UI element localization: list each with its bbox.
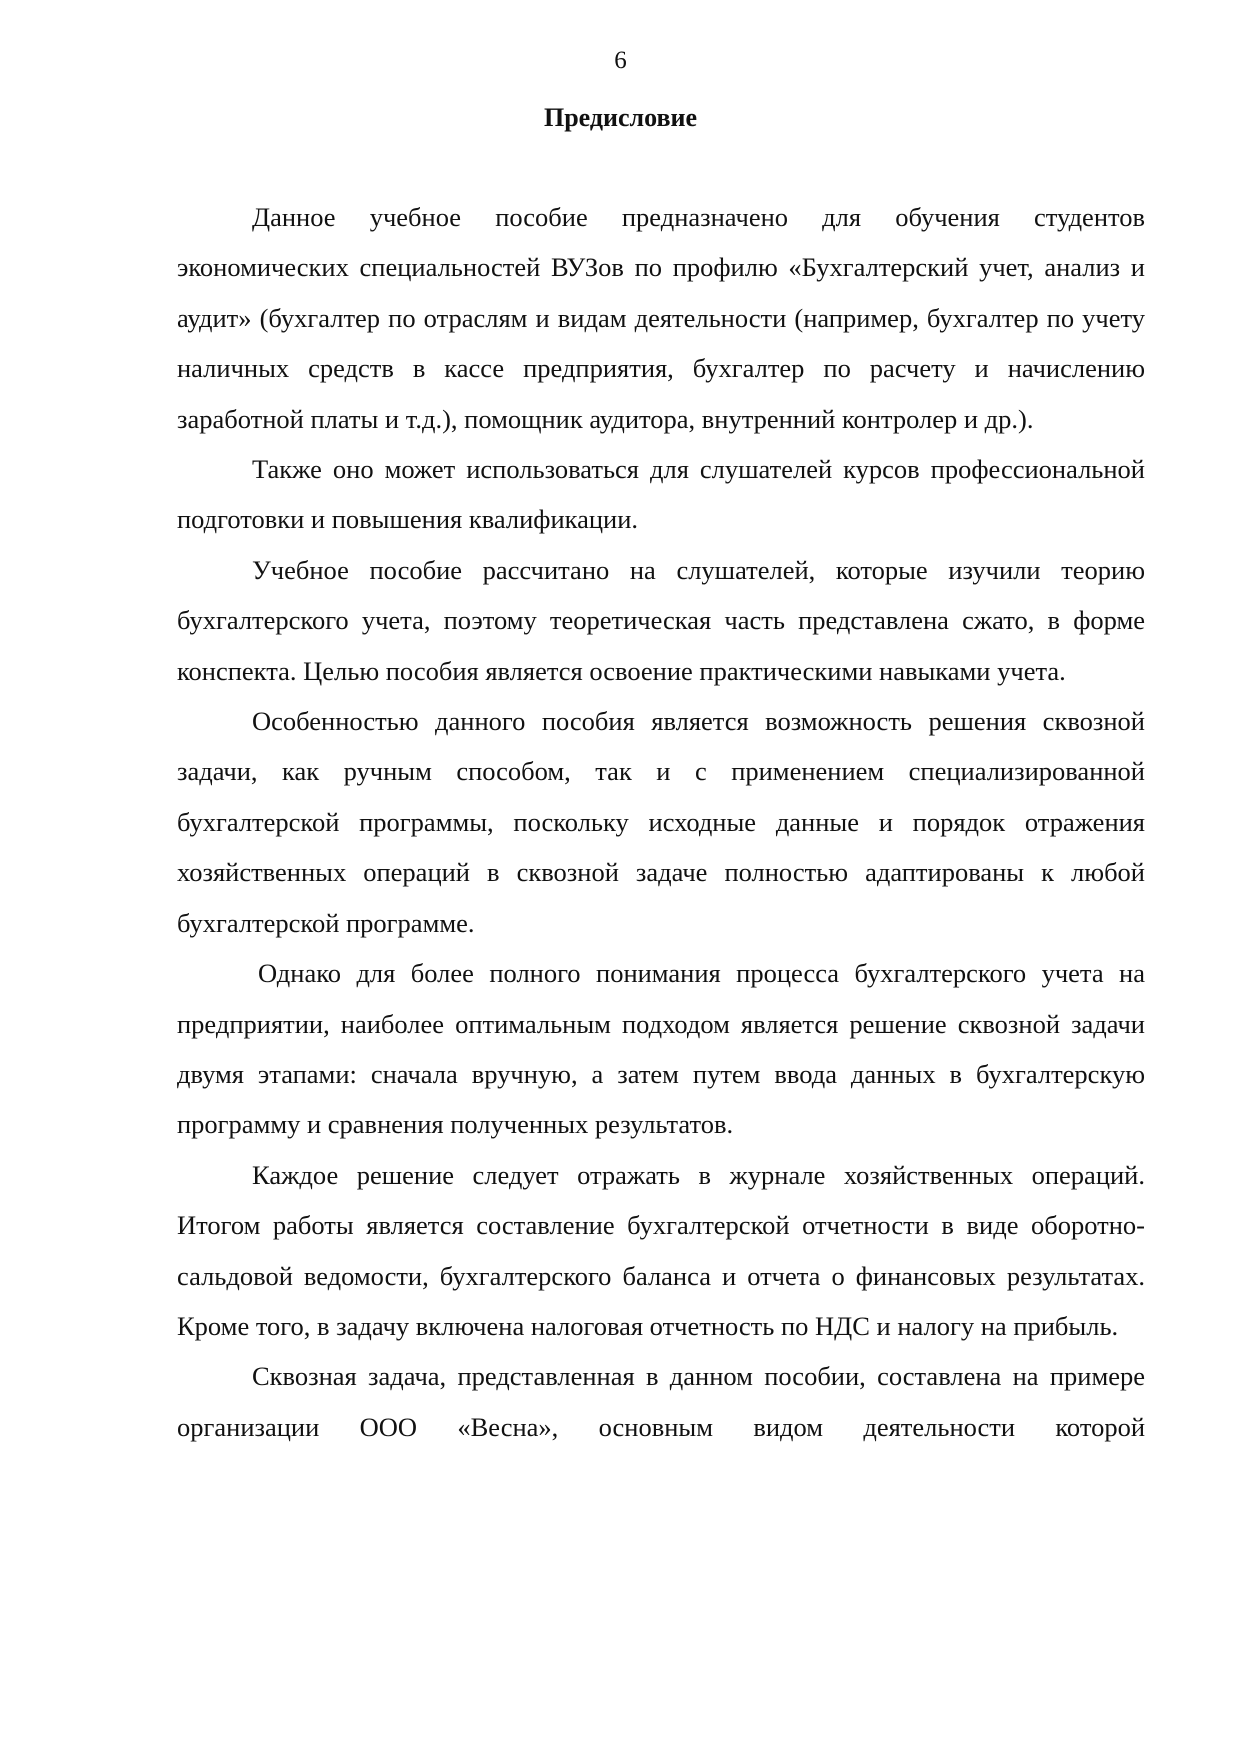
- paragraph: Учебное пособие рассчитано на слушателей, которые изучили теорию бухгалтерского учета, поэтому теоретическая часть представлена сжато, в форме конспекта. Целью пособия является освоение практическими навыками учета.: [177, 554, 1145, 686]
- paragraph: Особенностью данного пособия является возможность решения сквозной задачи, как ручным способом, так и с применением специализированной бухгалтерской программы, поскольку исходные данные и порядок отражения хозяйственных операций в сквозной задаче полностью адаптированы к любой бухгалтерской программе.: [177, 706, 1145, 938]
- document-body: [177, 192, 1145, 1452]
- paragraph: Однако для более полного понимания процесса бухгалтерского учета на предприятии, наиболее оптимальным подходом является решение сквозной задачи двумя этапами: сначала вручную, а затем путем ввода данных в бухгалтерскую программу и сравнения полученных результатов.: [177, 958, 1145, 1140]
- paragraph: Каждое решение следует отражать в журнале хозяйственных операций. Итогом работы является составление бухгалтерской отчетности в виде оборотно-сальдовой ведомости, бухгалтерского баланса и отчета о финансовых результатах. Кроме того, в задачу включена налоговая отчетность по НДС и налогу на прибыль.: [177, 1159, 1145, 1341]
- paragraph: Данное учебное пособие предназначено для обучения студентов экономических специальностей ВУЗов по профилю «Бухгалтерский учет, анализ и аудит» (бухгалтер по отраслям и видам деятельности (например, бухгалтер по учету наличных средств в кассе предприятия, бухгалтер по расчету и начислению заработной платы и т.д.), помощник аудитора, внутренний контролер и др.).: [177, 202, 1145, 434]
- paragraph: Также оно может использоваться для слушателей курсов профессиональной подготовки и повышения квалификации.: [177, 454, 1145, 535]
- page-title: Предисловие: [543, 103, 698, 132]
- paragraph-last: Сквозная задача, представленная в данном пособии, составлена на примере организации ООО «Весна», основным видом деятельности которой: [177, 1361, 1145, 1442]
- page-number: 6: [614, 47, 627, 74]
